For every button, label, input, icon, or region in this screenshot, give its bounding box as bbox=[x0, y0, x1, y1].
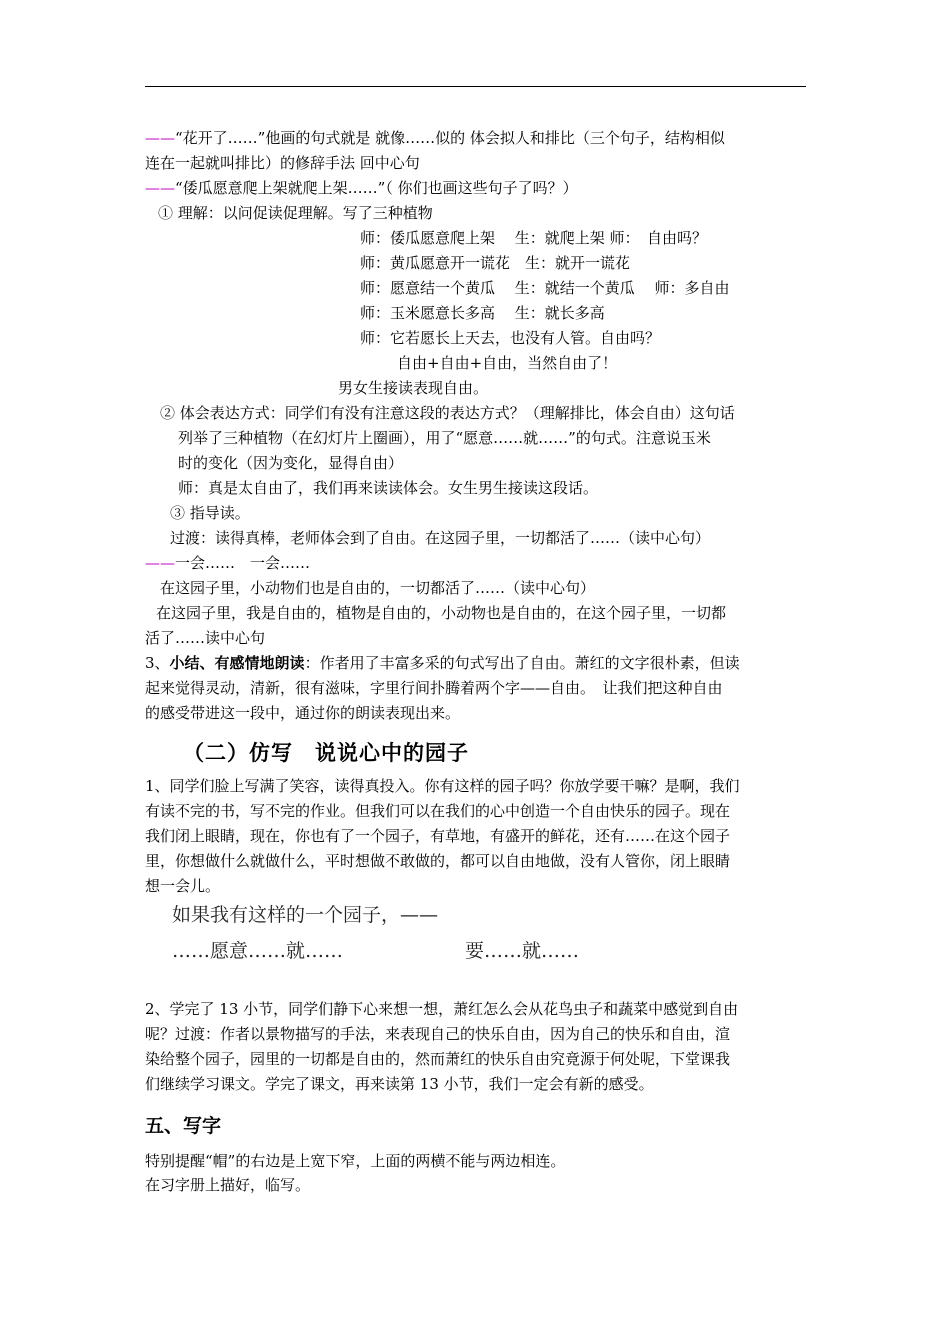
text-line: 在这园子里，我是自由的，植物是自由的，小动物也是自由的，在这个园子里，一切都 bbox=[156, 604, 727, 622]
text-line: 过渡：读得真棒，老师体会到了自由。在这园子里，一切都活了……（读中心句） bbox=[170, 529, 711, 547]
paragraph-line: 呢？过渡：作者以景物描写的手法，来表现自己的快乐自由，因为自己的快乐和自由，渲 bbox=[145, 1025, 731, 1043]
header-rule bbox=[145, 86, 806, 87]
paragraph-line: 里，你想做什么就做什么，平时想做不敢做的，都可以自由地做，没有人管你，闭上眼睛 bbox=[145, 852, 731, 870]
prompt-line: 如果我有这样的一个园子，—— bbox=[172, 904, 439, 926]
text-line: ——“倭瓜愿意爬上架就爬上架……”（ 你们也画这些句子了吗？） bbox=[145, 179, 578, 197]
dialogue-line: 自由+自由+自由，当然自由了！ bbox=[397, 354, 618, 372]
dialogue-line: 师：倭瓜愿意爬上架 生：就爬上架 师： 自由吗？ bbox=[360, 229, 708, 247]
text-line: 时的变化（因为变化，显得自由） bbox=[178, 454, 404, 472]
paragraph-line: 染给整个园子，园里的一切都是自由的，然而萧红的快乐自由究竟源于何处呢，下堂课我 bbox=[145, 1050, 731, 1068]
dialogue-line: 师：它若愿长上天去，也没有人管。自由吗？ bbox=[360, 329, 661, 347]
text-line: ③ 指导读。 bbox=[170, 504, 250, 522]
dialogue-line: 师：玉米愿意长多高 生：就长多高 bbox=[360, 304, 605, 322]
section-heading: （二）仿写 说说心中的园子 bbox=[183, 741, 469, 765]
text-line: 活了……读中心句 bbox=[145, 629, 266, 647]
text-line: 师：真是太自由了，我们再来读读体会。女生男生接读这段话。 bbox=[178, 479, 599, 497]
text-line: 在这园子里，小动物们也是自由的，一切都活了……（读中心句） bbox=[160, 579, 596, 597]
summary-line: 起来觉得灵动，清新，很有滋味，字里行间扑腾着两个字——自由。 让我们把这种自由 bbox=[145, 679, 723, 697]
text-line: 连在一起就叫排比）的修辞手法 回中心句 bbox=[145, 154, 420, 172]
text-line: 男女生接读表现自由。 bbox=[338, 379, 489, 397]
paragraph-line: 特别提醒“帽”的右边是上宽下窄，上面的两横不能与两边相连。 bbox=[145, 1152, 566, 1170]
paragraph-line: 有读不完的书，写不完的作业。但我们可以在我们的心中创造一个自由快乐的园子。现在 bbox=[145, 802, 731, 820]
paragraph-line: 我们闭上眼睛，现在，你也有了一个园子，有草地，有盛开的鲜花，还有……在这个园子 bbox=[145, 827, 731, 845]
text-line: ② 体会表达方式：同学们有没有注意这段的表达方式？（理解排比，体会自由）这句话 bbox=[160, 404, 735, 422]
paragraph-line: 在习字册上描好，临写。 bbox=[145, 1176, 311, 1194]
text-line: ——“花开了……”他画的句式就是 就像……似的 体会拟人和排比（三个句子，结构相似 bbox=[145, 129, 725, 147]
paragraph-line: 想一会儿。 bbox=[145, 877, 221, 895]
paragraph-line: 们继续学习课文。学完了课文，再来读第 13 小节，我们一定会有新的感受。 bbox=[145, 1075, 654, 1093]
prompt-pattern: 要……就…… bbox=[465, 940, 580, 962]
summary-line: 3、小结、有感情地朗读：作者用了丰富多采的句式写出了自由。萧红的文字很朴素，但读 bbox=[145, 654, 740, 672]
dialogue-line: 师：黄瓜愿意开一谎花 生：就开一谎花 bbox=[360, 254, 631, 272]
prompt-pattern: ……愿意……就…… bbox=[172, 940, 344, 962]
text-line: ① 理解：以问促读促理解。写了三种植物 bbox=[158, 204, 433, 222]
dialogue-line: 师：愿意结一个黄瓜 生：就结一个黄瓜 师：多自由 bbox=[360, 279, 730, 297]
text-line: 列举了三种植物（在幻灯片上圈画），用了“愿意……就……”的句式。注意说玉米 bbox=[178, 429, 711, 447]
paragraph-line: 1、同学们脸上写满了笑容，读得真投入。你有这样的园子吗？你放学要干嘛？是啊，我们 bbox=[145, 777, 740, 795]
text-line: ——一会…… 一会…… bbox=[145, 554, 311, 572]
paragraph-line: 2、学完了 13 小节，同学们静下心来想一想，萧红怎么会从花鸟虫子和蔬菜中感觉到自由 bbox=[145, 1000, 739, 1018]
section-heading: 五、写字 bbox=[145, 1115, 222, 1137]
summary-line: 的感受带进这一段中，通过你的朗读表现出来。 bbox=[145, 704, 461, 722]
